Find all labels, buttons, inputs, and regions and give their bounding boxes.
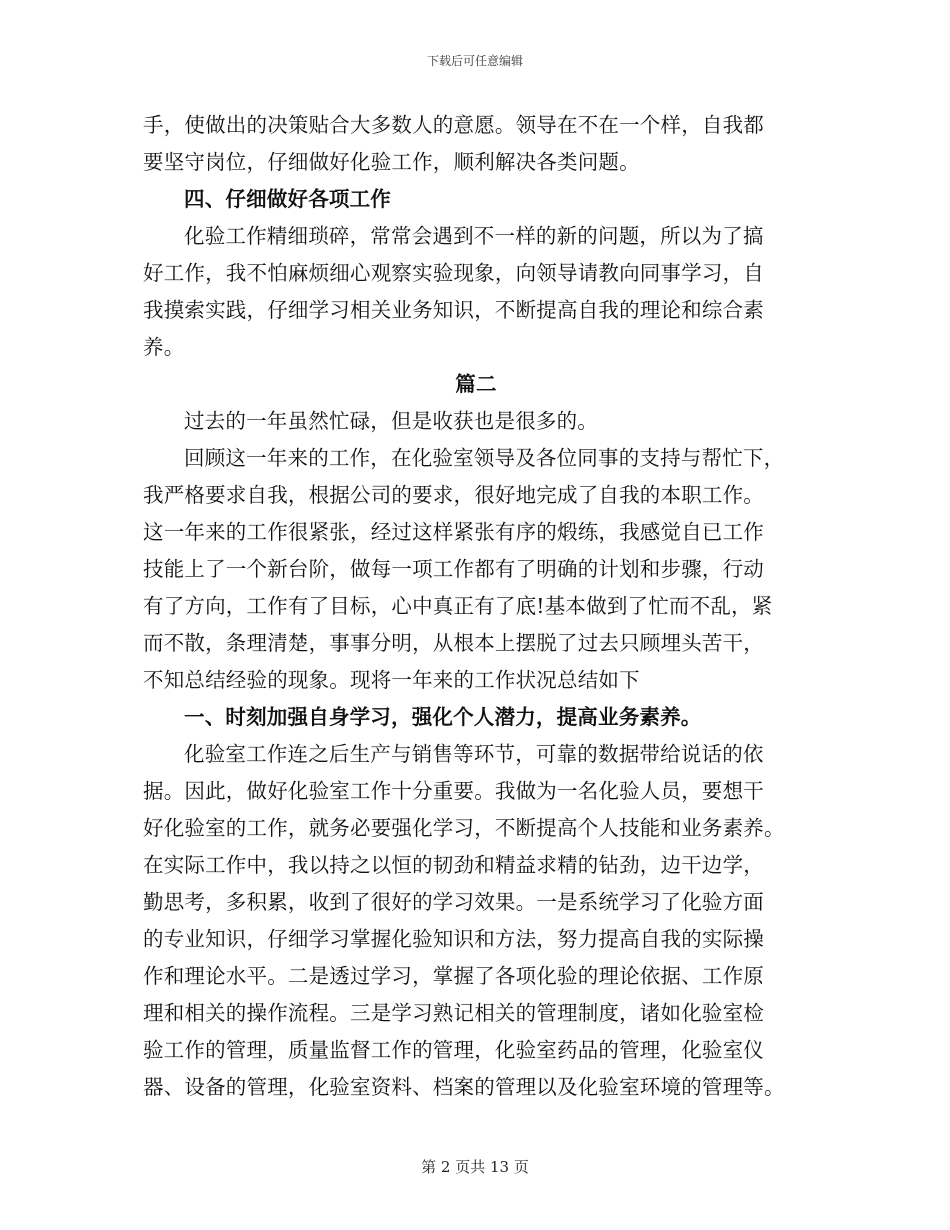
- paragraph-line: 技能上了一个新台阶，做每一项工作都有了明确的计划和步骤，行动: [143, 557, 764, 581]
- paragraph-line: 在实际工作中，我以持之以恒的韧劲和精益求精的钻劲，边干边学，: [143, 853, 764, 877]
- section-heading: 四、仔细做好各项工作: [184, 187, 391, 211]
- paragraph-first-line: 过去的一年虽然忙碌，但是收获也是很多的。: [184, 409, 598, 433]
- paragraph-line: 验工作的管理，质量监督工作的管理，化验室药品的管理，化验室仪: [143, 1038, 764, 1062]
- paragraph-line: 好化验室的工作，就务必要强化学习，不断提高个人技能和业务素养。: [143, 816, 785, 840]
- paragraph-line: 这一年来的工作很紧张，经过这样紧张有序的煅练，我感觉自已工作: [143, 520, 764, 544]
- paragraph-line: 手，使做出的决策贴合大多数人的意愿。领导在不在一个样，自我都: [143, 113, 764, 137]
- paragraph-line: 据。因此，做好化验室工作十分重要。我做为一名化验人员，要想干: [143, 779, 764, 803]
- paragraph-line: 的专业知识，仔细学习掌握化验知识和方法，努力提高自我的实际操: [143, 927, 764, 951]
- paragraph-line: 理和相关的操作流程。三是学习熟记相关的管理制度，诸如化验室检: [143, 1001, 764, 1025]
- section-heading: 一、时刻加强自身学习，强化个人潜力，提高业务素养。: [184, 705, 702, 729]
- paragraph-line: 我严格要求自我，根据公司的要求，很好地完成了自我的本职工作。: [143, 483, 764, 507]
- paragraph-first-line: 回顾这一年来的工作，在化验室领导及各位同事的支持与帮忙下，: [184, 446, 785, 470]
- paragraph-line: 而不散，条理清楚，事事分明，从根本上摆脱了过去只顾埋头苦干，: [143, 631, 764, 655]
- paragraph-first-line: 化验室工作连之后生产与销售等环节，可靠的数据带给说话的依: [184, 742, 764, 766]
- paragraph-line: 我摸索实践，仔细学习相关业务知识，不断提高自我的理论和综合素: [143, 298, 764, 322]
- paragraph-line: 要坚守岗位，仔细做好化验工作，顺利解决各类问题。: [143, 150, 640, 174]
- part-title: 篇二: [455, 372, 497, 396]
- paragraph-line: 器、设备的管理，化验室资料、档案的管理以及化验室环境的管理等。: [143, 1075, 785, 1099]
- paragraph-line: 好工作，我不怕麻烦细心观察实验现象，向领导请教向同事学习，自: [143, 261, 764, 285]
- paragraph-line: 勤思考，多积累，收到了很好的学习效果。一是系统学习了化验方面: [143, 890, 764, 914]
- paragraph-line: 作和理论水平。二是透过学习，掌握了各项化验的理论依据、工作原: [143, 964, 764, 988]
- paragraph-line: 养。: [143, 335, 185, 359]
- page-header: 下载后可任意编辑: [426, 54, 523, 68]
- page-number-footer: 第 2 页共 13 页: [421, 1158, 529, 1176]
- paragraph-first-line: 化验工作精细琐碎，常常会遇到不一样的新的问题，所以为了搞: [184, 224, 764, 248]
- paragraph-line: 有了方向，工作有了目标，心中真正有了底!基本做到了忙而不乱，紧: [143, 594, 773, 618]
- paragraph-line: 不知总结经验的现象。现将一年来的工作状况总结如下: [143, 668, 640, 692]
- document-body: [143, 107, 809, 1106]
